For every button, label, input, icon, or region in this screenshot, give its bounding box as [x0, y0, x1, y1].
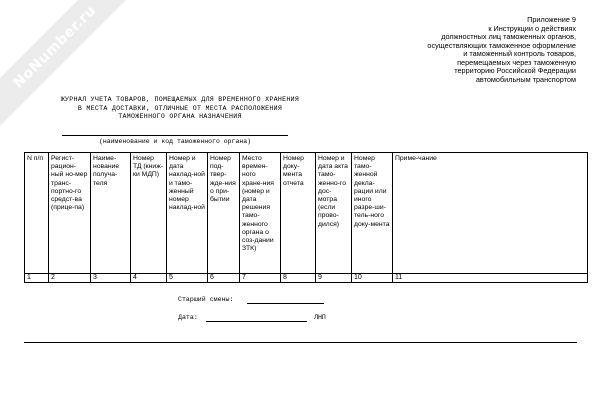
watermark-text: NoNumber.ru [10, 2, 100, 92]
column-header: Номер и дата наклад-ной и тамо-женный номер наклад-ной [167, 153, 208, 274]
column-number: 7 [240, 274, 281, 283]
column-header: Наиме-нование получа-теля [91, 153, 131, 274]
column-number: 1 [25, 274, 49, 283]
appendix-line: Приложение 9 [527, 15, 576, 24]
appendix-line: должностных лиц таможенных органов, [441, 32, 576, 41]
column-number: 6 [208, 274, 240, 283]
date-signature-line [206, 321, 307, 322]
column-number: 2 [49, 274, 91, 283]
journal-title [30, 96, 330, 122]
register-table [24, 152, 588, 283]
senior-shift-signature-line [247, 303, 324, 304]
appendix-note [346, 16, 576, 84]
column-number: 5 [167, 274, 208, 283]
senior-shift-label: Старший смены: [178, 296, 234, 303]
column-number: 10 [352, 274, 393, 283]
customs-name-caption: (наименование и код таможенного органа) [98, 138, 252, 145]
column-header: Приме-чание [393, 153, 588, 274]
bottom-rule [24, 342, 577, 343]
column-number: 11 [393, 274, 588, 283]
customs-name-line [62, 135, 288, 136]
appendix-line: осуществляющих таможенное оформление [427, 40, 576, 50]
appendix-line: к Инструкции о действиях [488, 23, 576, 33]
journal-title-line: ТАМОЖЕННОГО ОРГАНА НАЗНАЧЕНИЯ [118, 113, 242, 120]
appendix-line: автомобильным транспортом [475, 74, 576, 84]
column-header: Номер и дата акта тамо-женно-го дос-мотра (если прово-дился) [316, 153, 352, 274]
column-header: Номер под-твер-жде-ния о при-бытии [208, 153, 240, 274]
lnp-label: ЛНП [314, 314, 326, 321]
column-header: Номер ТД (книж-ки МДП) [131, 153, 167, 274]
appendix-line: территорию Российской Федерации [454, 66, 576, 75]
date-label: Дата: [178, 314, 198, 321]
column-number: 4 [131, 274, 167, 283]
column-number: 3 [91, 274, 131, 283]
column-number-row [25, 274, 588, 283]
journal-title-line: В МЕСТА ДОСТАВКИ, ОТЛИЧНЫЕ ОТ МЕСТА РАСПОЛОЖЕНИЯ [77, 104, 283, 112]
appendix-line: и таможенный контроль товаров, [463, 49, 576, 58]
appendix-line: перемещаемых через таможенную [457, 57, 576, 67]
column-header: N п/п [25, 153, 49, 274]
column-number: 9 [316, 274, 352, 283]
column-header: Регист-рацион-ный но-мер транс-портно-го средст-ва (прице-па) [49, 153, 91, 274]
column-number: 8 [281, 274, 316, 283]
table-header-row [25, 153, 588, 274]
column-header: Место времен-ного хране-ния (номер и дата решения тамо-женного органа о соз-дании ЗТК) [240, 153, 281, 274]
column-header: Номер доку-мента отчета [281, 153, 316, 274]
journal-title-line: ЖУРНАЛ УЧЕТА ТОВАРОВ, ПОМЕЩАЕМЫХ ДЛЯ ВРЕМЕННОГО ХРАНЕНИЯ [60, 96, 300, 103]
column-header: Номер тамо-женной декла-рации или иного разре-ши-тель-ного доку-мента [352, 153, 393, 274]
